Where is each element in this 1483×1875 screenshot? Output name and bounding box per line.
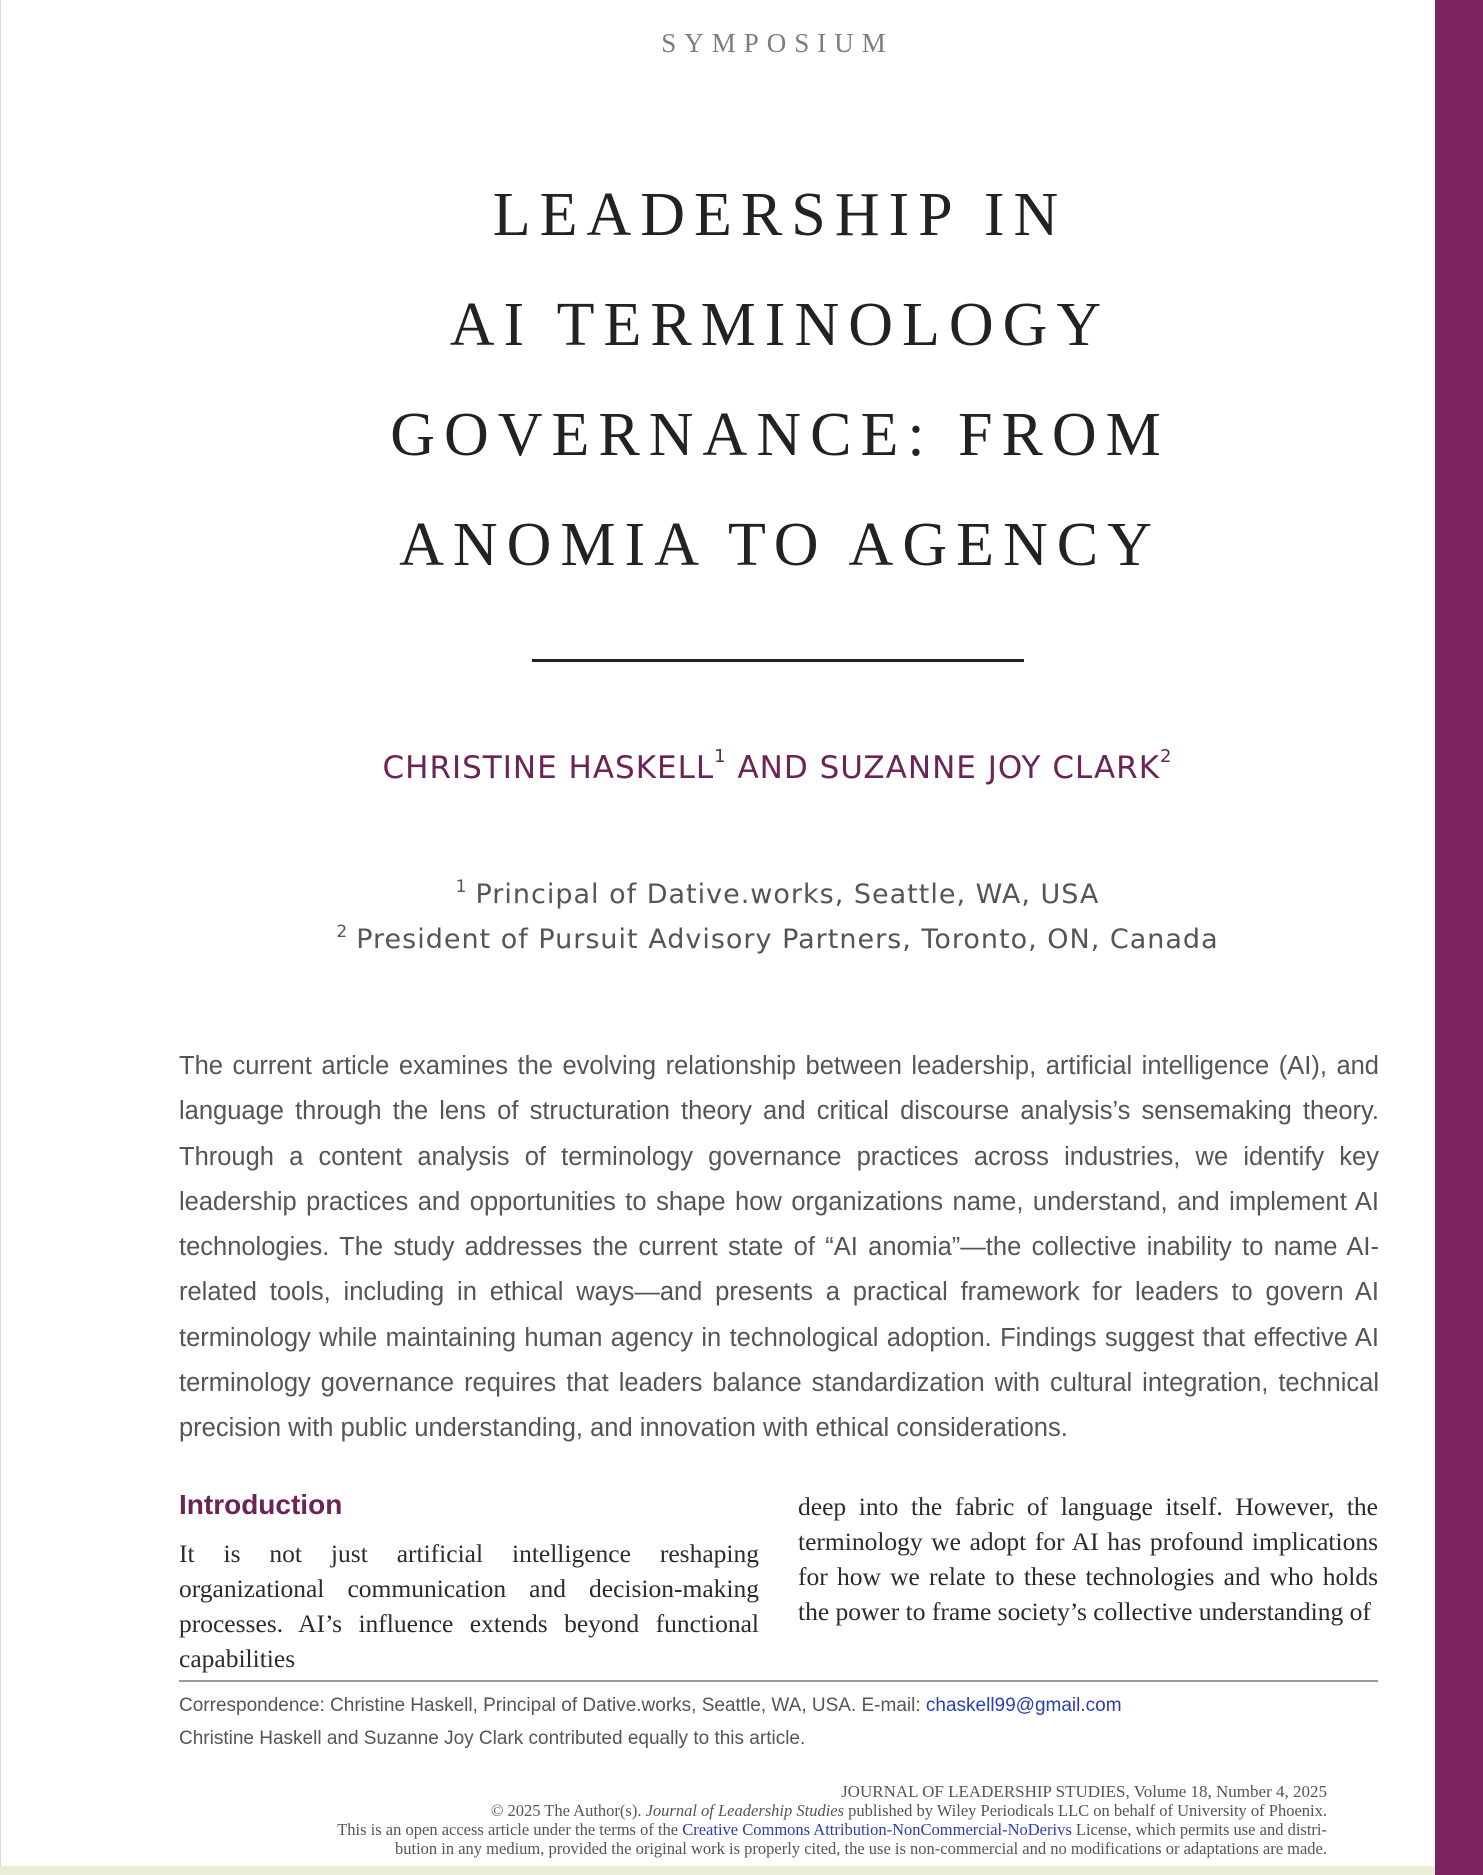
correspondence-note xyxy=(179,1692,1379,1720)
copyright-suffix: published by Wiley Periodicals LLC on behalf of University of Phoenix. xyxy=(844,1801,1327,1820)
contribution-note: Christine Haskell and Suzanne Joy Clark contributed equally to this article. xyxy=(179,1728,806,1749)
journal-footer xyxy=(337,1782,1327,1858)
copyright-line xyxy=(337,1801,1327,1820)
copyright-prefix: © 2025 The Author(s). xyxy=(490,1801,646,1820)
journal-name: Journal of Leadership Studies xyxy=(645,1801,845,1820)
page-bottom-strip xyxy=(0,1866,1435,1875)
abstract: The current article examines the evolving relationship between leadership, artificial intelligence (AI), and language through the lens of structuration theory and critical discourse analysis’s sensemaking theory. Through a content analysis of terminology governance practices across industries, we identify key leadership practices and opportunities to shape how organizations name, understand, and implement AI technologies. The study addresses the current state of “AI anomia”—the collective inability to name AI-related tools, including in ethical ways—and presents a practical framework for leaders to govern AI terminology while maintaining human agency in technological adoption. Findings suggest that effective AI terminology governance requires that leaders balance standardization with cultural integration, technical precision with public understanding, and innovation with ethical considerations. xyxy=(179,1052,1379,1443)
title-line: AI TERMINOLOGY xyxy=(449,291,1111,359)
section-label: SYMPOSIUM xyxy=(661,28,894,58)
license-line xyxy=(337,1820,1327,1839)
author-name: CHRISTINE HASKELL xyxy=(382,750,715,786)
license-link[interactable]: Creative Commons Attribution-NonCommercial-NoDerivs xyxy=(682,1820,1072,1839)
affiliation-text: Principal of Dative.works, Seattle, WA, USA xyxy=(475,879,1100,910)
license-suffix: License, which permits use and distri- xyxy=(1071,1820,1327,1839)
body-column-left: It is not just artificial intelligence reshaping organizational communication and decision-making processes. AI’s influence extends beyond functional capabilities xyxy=(179,1539,759,1673)
author-joiner: AND xyxy=(726,750,820,786)
affiliation-text: President of Pursuit Advisory Partners, Toronto, ON, Canada xyxy=(356,924,1219,955)
title-line: GOVERNANCE: FROM xyxy=(390,401,1170,469)
title-line: LEADERSHIP IN xyxy=(492,181,1068,249)
journal-citation: JOURNAL OF LEADERSHIP STUDIES, Volume 18, Number 4, 2025 xyxy=(841,1782,1327,1801)
author-name: SUZANNE JOY CLARK xyxy=(819,750,1161,786)
affiliation xyxy=(0,879,1483,910)
author-affiliation-marker: 2 xyxy=(1160,746,1173,767)
author-list xyxy=(0,746,1483,786)
footnote-divider xyxy=(179,1680,1378,1682)
body-column-right: deep into the fabric of language itself. However, the terminology we adopt for AI has profound implications for how we relate to these technologies and who holds the power to frame society’s collective understanding of xyxy=(798,1492,1378,1626)
affiliation-marker: 1 xyxy=(455,877,468,897)
title-divider xyxy=(532,659,1024,662)
license-line-2: bution in any medium, provided the original work is properly cited, the use is non-commercial and no modifications or adaptations are made. xyxy=(394,1839,1327,1858)
email-link[interactable]: chaskell99@gmail.com xyxy=(925,1695,1122,1716)
title-line: ANOMIA TO AGENCY xyxy=(399,511,1161,579)
author-affiliation-marker: 1 xyxy=(714,746,727,767)
introduction-heading: Introduction xyxy=(179,1489,343,1520)
correspondence-text: Correspondence: Christine Haskell, Principal of Dative.works, Seattle, WA, USA. E-mail: xyxy=(179,1695,926,1716)
affiliation xyxy=(0,924,1483,955)
article-title xyxy=(300,160,1260,600)
license-prefix: This is an open access article under the terms of the xyxy=(337,1820,683,1839)
affiliation-marker: 2 xyxy=(336,922,349,942)
